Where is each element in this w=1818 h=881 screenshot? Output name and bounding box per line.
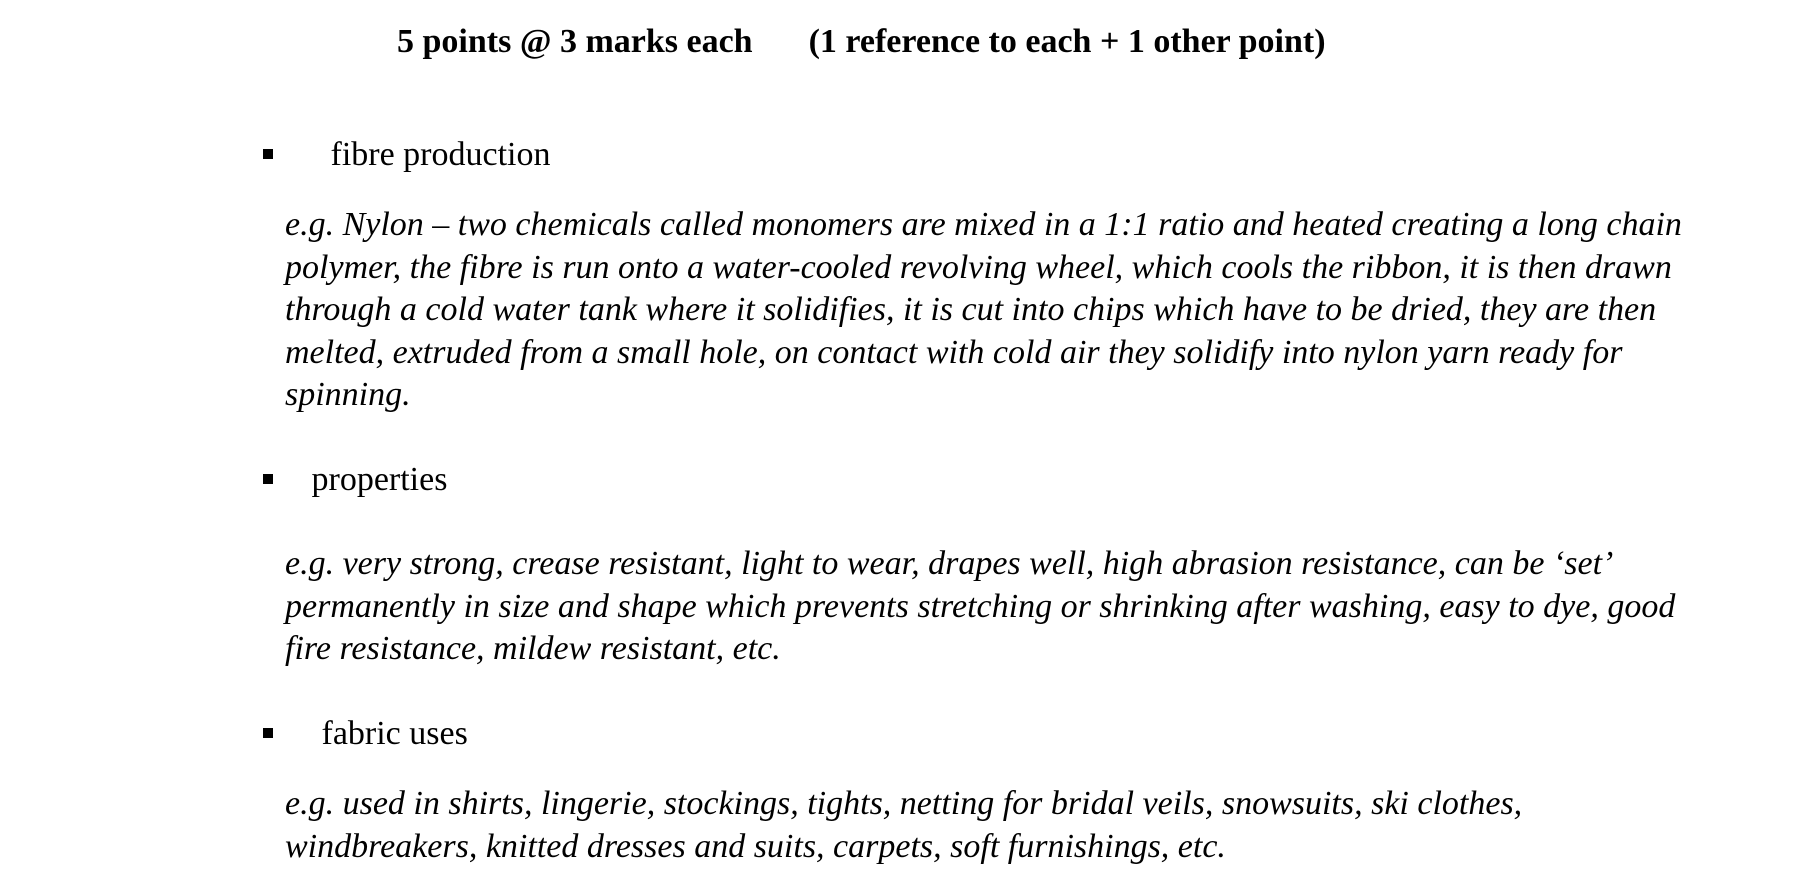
bullet-item-fabric-uses: [263, 712, 468, 756]
heading-points: 5 points @ 3 marks each: [397, 23, 753, 60]
heading-reference: (1 reference to each + 1 other point): [808, 23, 1326, 60]
bullet-label: fabric uses: [321, 715, 468, 752]
example-paragraph-fibre-production: e.g. Nylon – two chemicals called monomers are mixed in a 1:1 ratio and heated creating a long chain polymer, the fibre is run onto a water-cooled revolving wheel, which cools the ribbon, it is then drawn through a cold water tank where it solidifies, it is cut into chips which have to be dried, they are then melted, extruded from a small hole, on contact with cold air they solidify into nylon yarn ready for spinning.: [285, 206, 1682, 413]
square-bullet-icon: [263, 474, 273, 484]
square-bullet-icon: [263, 728, 273, 738]
example-paragraph-properties: e.g. very strong, crease resistant, light to wear, drapes well, high abrasion resistance, can be ‘set’ permanently in size and shape which prevents stretching or shrinking after washing, easy to dye, good fire resistance, mildew resistant, etc.: [285, 545, 1676, 667]
bullet-label: fibre production: [330, 136, 551, 173]
square-bullet-icon: [263, 149, 273, 159]
bullet-label: properties: [311, 461, 448, 498]
bullet-item-fibre-production: [263, 133, 551, 177]
example-paragraph-fabric-uses: e.g. used in shirts, lingerie, stockings, tights, netting for bridal veils, snowsuits, ski clothes, windbreakers, knitted dresses and suits, carpets, soft furnishings, etc.: [285, 785, 1523, 865]
bullet-item-properties: [263, 458, 447, 502]
page-heading: [397, 20, 1326, 64]
